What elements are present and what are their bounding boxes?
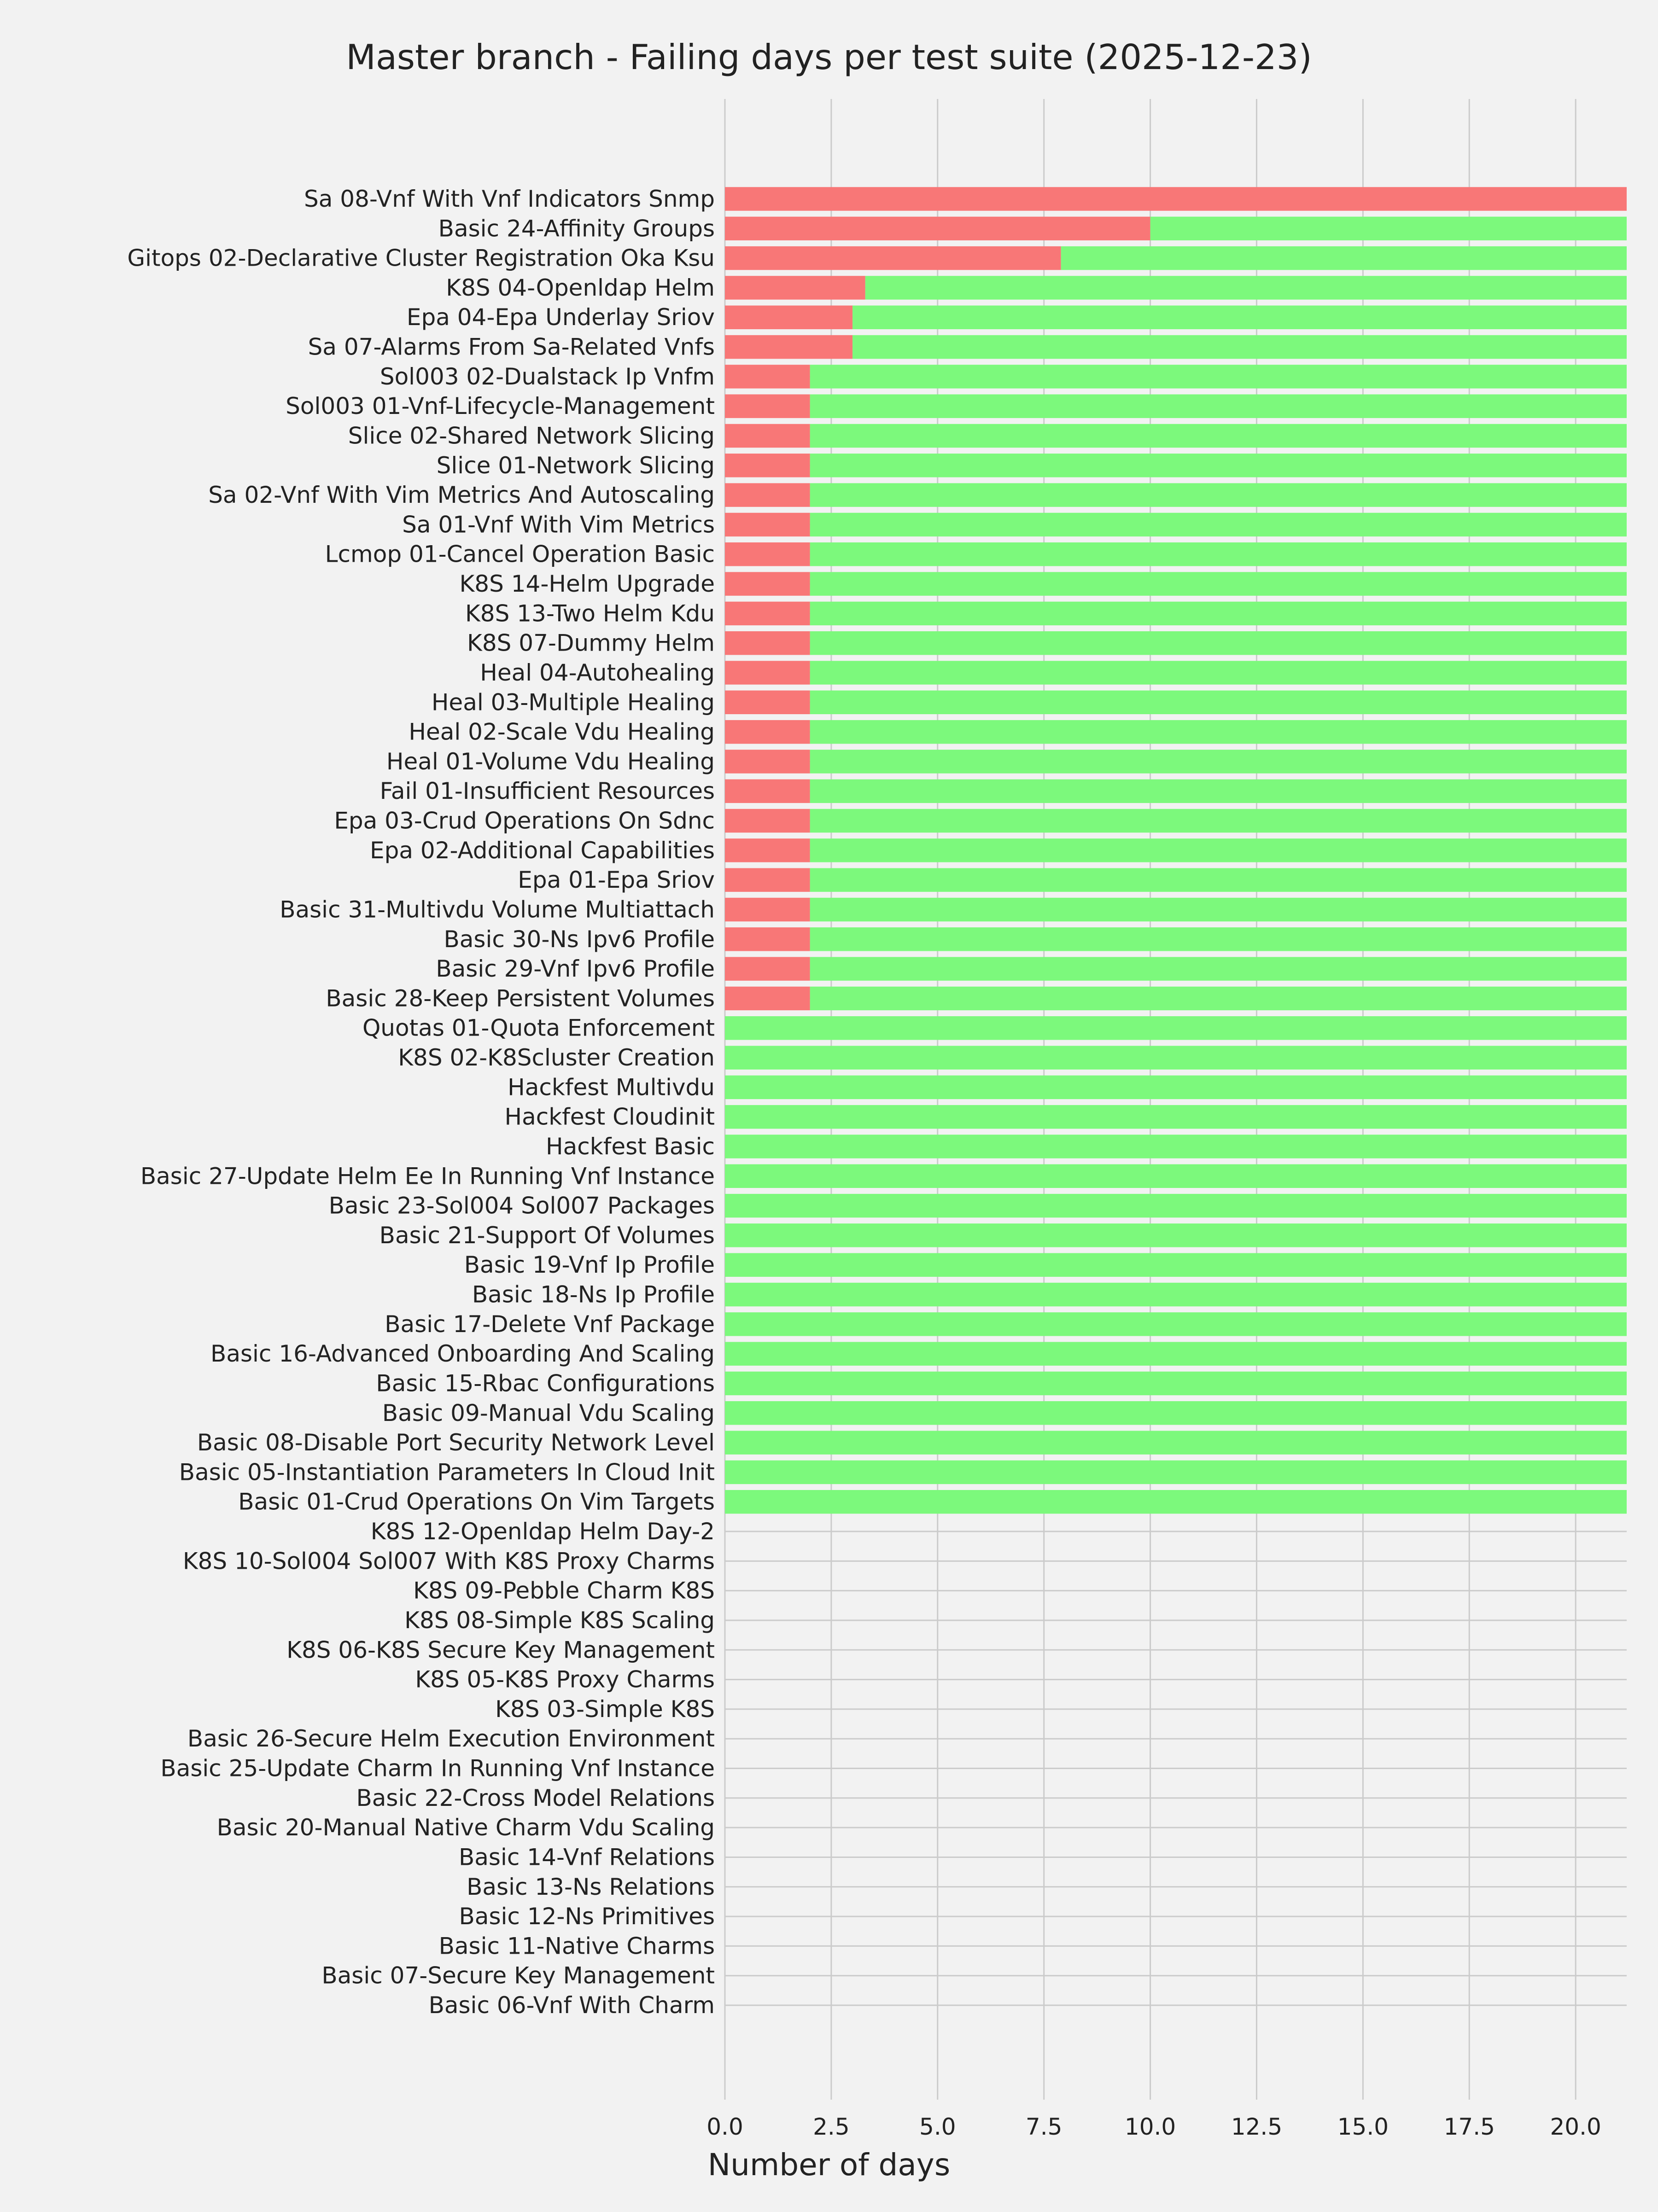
- y-tick-label: Basic 16-Advanced Onboarding And Scaling: [210, 1340, 715, 1368]
- passing-bar: [810, 809, 1627, 832]
- y-tick-label: Basic 19-Vnf Ip Profile: [464, 1252, 715, 1279]
- passing-bar: [810, 542, 1627, 566]
- failing-bar: [725, 927, 810, 951]
- failing-bar: [725, 809, 810, 832]
- passing-bar: [810, 661, 1627, 684]
- passing-bar: [810, 957, 1627, 980]
- y-tick-label: Hackfest Basic: [546, 1133, 715, 1160]
- failing-bar: [725, 720, 810, 744]
- passing-bar: [810, 572, 1627, 595]
- y-tick-label: K8S 05-K8S Proxy Charms: [415, 1666, 715, 1693]
- y-tick-label: K8S 08-Simple K8S Scaling: [404, 1607, 715, 1634]
- passing-bar: [810, 691, 1627, 714]
- y-tick-label: Basic 17-Delete Vnf Package: [385, 1310, 715, 1338]
- y-tick-label: Hackfest Cloudinit: [504, 1103, 715, 1130]
- passing-bar: [810, 513, 1627, 536]
- failing-bar: [725, 572, 810, 595]
- passing-bar: [725, 1105, 1627, 1129]
- passing-bar: [852, 335, 1627, 359]
- y-tick-label: K8S 03-Simple K8S: [495, 1695, 715, 1723]
- passing-bar: [810, 750, 1627, 773]
- y-tick-label: K8S 09-Pebble Charm K8S: [413, 1577, 715, 1604]
- chart-title: Master branch - Failing days per test suite (2025-12-23): [346, 37, 1312, 77]
- failing-bar: [725, 276, 865, 299]
- y-tick-label: Basic 09-Manual Vdu Scaling: [382, 1399, 715, 1426]
- failing-bar: [725, 987, 810, 1010]
- passing-bar: [810, 987, 1627, 1010]
- failing-bar: [725, 898, 810, 921]
- y-tick-label: K8S 02-K8Scluster Creation: [398, 1044, 715, 1071]
- y-tick-label: K8S 14-Helm Upgrade: [459, 570, 715, 598]
- y-tick-label: Sa 02-Vnf With Vim Metrics And Autoscaling: [208, 482, 715, 509]
- failing-bar: [725, 957, 810, 980]
- failing-bar: [725, 750, 810, 773]
- y-tick-label: Basic 21-Support Of Volumes: [379, 1222, 715, 1249]
- failing-bar: [725, 838, 810, 862]
- y-tick-label: Quotas 01-Quota Enforcement: [362, 1014, 715, 1042]
- passing-bar: [725, 1135, 1627, 1158]
- failing-bar: [725, 542, 810, 566]
- x-tick-label: 0.0: [706, 2113, 743, 2140]
- passing-bar: [725, 1164, 1627, 1188]
- passing-bar: [810, 780, 1627, 803]
- passing-bar: [725, 1016, 1627, 1040]
- y-tick-label: Basic 25-Update Charm In Running Vnf Instance: [160, 1755, 715, 1782]
- x-tick-label: 10.0: [1124, 2113, 1176, 2140]
- y-tick-label: Epa 02-Additional Capabilities: [370, 837, 715, 864]
- y-tick-label: Basic 20-Manual Native Charm Vdu Scaling: [216, 1814, 715, 1841]
- passing-bar: [725, 1431, 1627, 1454]
- passing-bar: [865, 276, 1627, 299]
- failing-bar: [725, 424, 810, 448]
- x-tick-label: 2.5: [813, 2113, 850, 2140]
- y-tick-label: Heal 02-Scale Vdu Healing: [409, 718, 715, 745]
- passing-bar: [810, 454, 1627, 477]
- y-tick-label: Fail 01-Insufficient Resources: [379, 778, 715, 805]
- y-tick-label: Gitops 02-Declarative Cluster Registration Oka Ksu: [127, 244, 715, 272]
- failing-bar: [725, 335, 852, 359]
- failing-bar: [725, 602, 810, 625]
- passing-bar: [725, 1223, 1627, 1247]
- passing-bar: [725, 1283, 1627, 1306]
- y-tick-label: Basic 13-Ns Relations: [467, 1873, 715, 1900]
- failing-bar: [725, 187, 1627, 210]
- failing-bar: [725, 631, 810, 655]
- y-tick-label: K8S 10-Sol004 Sol007 With K8S Proxy Charms: [182, 1548, 715, 1575]
- x-tick-labels: [706, 2113, 1601, 2140]
- y-tick-label: Basic 15-Rbac Configurations: [376, 1370, 715, 1397]
- y-tick-label: Lcmop 01-Cancel Operation Basic: [325, 541, 715, 568]
- y-tick-label: Heal 03-Multiple Healing: [431, 689, 715, 716]
- y-tick-label: Basic 23-Sol004 Sol007 Packages: [328, 1192, 715, 1219]
- passing-bar: [810, 720, 1627, 744]
- y-tick-label: Sol003 01-Vnf-Lifecycle-Management: [286, 393, 715, 420]
- y-tick-label: Basic 14-Vnf Relations: [458, 1844, 715, 1871]
- passing-bar: [725, 1461, 1627, 1484]
- failing-bar: [725, 246, 1061, 270]
- passing-bar: [810, 927, 1627, 951]
- failing-bar: [725, 365, 810, 388]
- y-tick-label: Basic 18-Ns Ip Profile: [472, 1281, 715, 1308]
- bars: [725, 187, 1627, 1513]
- passing-bar: [810, 394, 1627, 418]
- x-tick-label: 7.5: [1025, 2113, 1063, 2140]
- y-tick-label: Basic 29-Vnf Ipv6 Profile: [436, 955, 715, 983]
- y-tick-label: K8S 13-Two Helm Kdu: [465, 600, 715, 627]
- y-tick-label: Epa 03-Crud Operations On Sdnc: [334, 807, 715, 834]
- passing-bar: [810, 631, 1627, 655]
- passing-bar: [725, 1253, 1627, 1276]
- failing-bar: [725, 306, 852, 329]
- y-tick-label: K8S 07-Dummy Helm: [467, 629, 715, 657]
- failing-bar: [725, 217, 1150, 240]
- y-tick-label: Basic 28-Keep Persistent Volumes: [326, 985, 715, 1012]
- failing-bar: [725, 394, 810, 418]
- y-tick-label: Sol003 02-Dualstack Ip Vnfm: [379, 363, 715, 390]
- passing-bar: [810, 868, 1627, 891]
- y-tick-label: Slice 02-Shared Network Slicing: [348, 422, 715, 449]
- failing-bar: [725, 661, 810, 684]
- y-tick-label: Basic 11-Native Charms: [438, 1933, 715, 1960]
- x-tick-label: 15.0: [1337, 2113, 1389, 2140]
- passing-bar: [810, 602, 1627, 625]
- y-tick-label: Basic 06-Vnf With Charm: [428, 1992, 715, 2019]
- passing-bar: [810, 365, 1627, 388]
- failing-bar: [725, 513, 810, 536]
- passing-bar: [725, 1076, 1627, 1099]
- y-tick-label: Basic 01-Crud Operations On Vim Targets: [238, 1488, 715, 1515]
- passing-bar: [725, 1401, 1627, 1425]
- failing-bar: [725, 483, 810, 506]
- failing-bar: [725, 780, 810, 803]
- failing-bar: [725, 868, 810, 891]
- y-tick-label: K8S 04-Openldap Helm: [446, 274, 715, 301]
- y-tick-label: Sa 08-Vnf With Vnf Indicators Snmp: [304, 186, 715, 212]
- x-tick-label: 20.0: [1550, 2113, 1601, 2140]
- passing-bar: [852, 306, 1627, 329]
- x-axis-label: Number of days: [707, 2147, 951, 2183]
- passing-bar: [725, 1342, 1627, 1365]
- x-tick-label: 17.5: [1443, 2113, 1495, 2140]
- failing-bar: [725, 454, 810, 477]
- y-tick-label: Basic 30-Ns Ipv6 Profile: [444, 926, 715, 953]
- y-tick-label: K8S 06-K8S Secure Key Management: [286, 1636, 715, 1664]
- y-tick-label: K8S 12-Openldap Helm Day-2: [370, 1518, 715, 1545]
- y-tick-label: Epa 01-Epa Sriov: [518, 867, 715, 894]
- y-tick-label: Basic 08-Disable Port Security Network Level: [197, 1429, 715, 1456]
- y-tick-label: Heal 04-Autohealing: [480, 659, 715, 686]
- y-tick-label: Basic 05-Instantiation Parameters In Cloud Init: [179, 1459, 715, 1486]
- failing-bar: [725, 691, 810, 714]
- x-tick-label: 12.5: [1231, 2113, 1283, 2140]
- passing-bar: [725, 1490, 1627, 1513]
- y-tick-label: Basic 31-Multivdu Volume Multiattach: [280, 896, 715, 923]
- y-tick-label: Basic 24-Affinity Groups: [438, 215, 715, 242]
- passing-bar: [725, 1046, 1627, 1069]
- y-tick-label: Basic 07-Secure Key Management: [321, 1962, 715, 1989]
- passing-bar: [810, 483, 1627, 506]
- y-tick-label: Basic 22-Cross Model Relations: [356, 1784, 715, 1811]
- passing-bar: [810, 898, 1627, 921]
- passing-bar: [810, 838, 1627, 862]
- x-tick-label: 5.0: [919, 2113, 956, 2140]
- passing-bar: [725, 1372, 1627, 1395]
- y-tick-label: Basic 26-Secure Helm Execution Environment: [187, 1725, 715, 1752]
- passing-bar: [1150, 217, 1627, 240]
- y-tick-label: Sa 07-Alarms From Sa-Related Vnfs: [308, 333, 715, 361]
- y-tick-label: Sa 01-Vnf With Vim Metrics: [402, 511, 715, 538]
- y-tick-label: Hackfest Multivdu: [508, 1074, 715, 1101]
- passing-bar: [725, 1312, 1627, 1336]
- passing-bar: [1061, 246, 1627, 270]
- passing-bar: [725, 1194, 1627, 1217]
- y-tick-label: Basic 12-Ns Primitives: [459, 1903, 715, 1930]
- passing-bar: [810, 424, 1627, 448]
- y-tick-label: Heal 01-Volume Vdu Healing: [386, 748, 715, 775]
- y-tick-label: Basic 27-Update Helm Ee In Running Vnf Instance: [140, 1163, 715, 1190]
- y-tick-label: Epa 04-Epa Underlay Sriov: [406, 304, 715, 331]
- y-tick-label: Slice 01-Network Slicing: [436, 452, 715, 479]
